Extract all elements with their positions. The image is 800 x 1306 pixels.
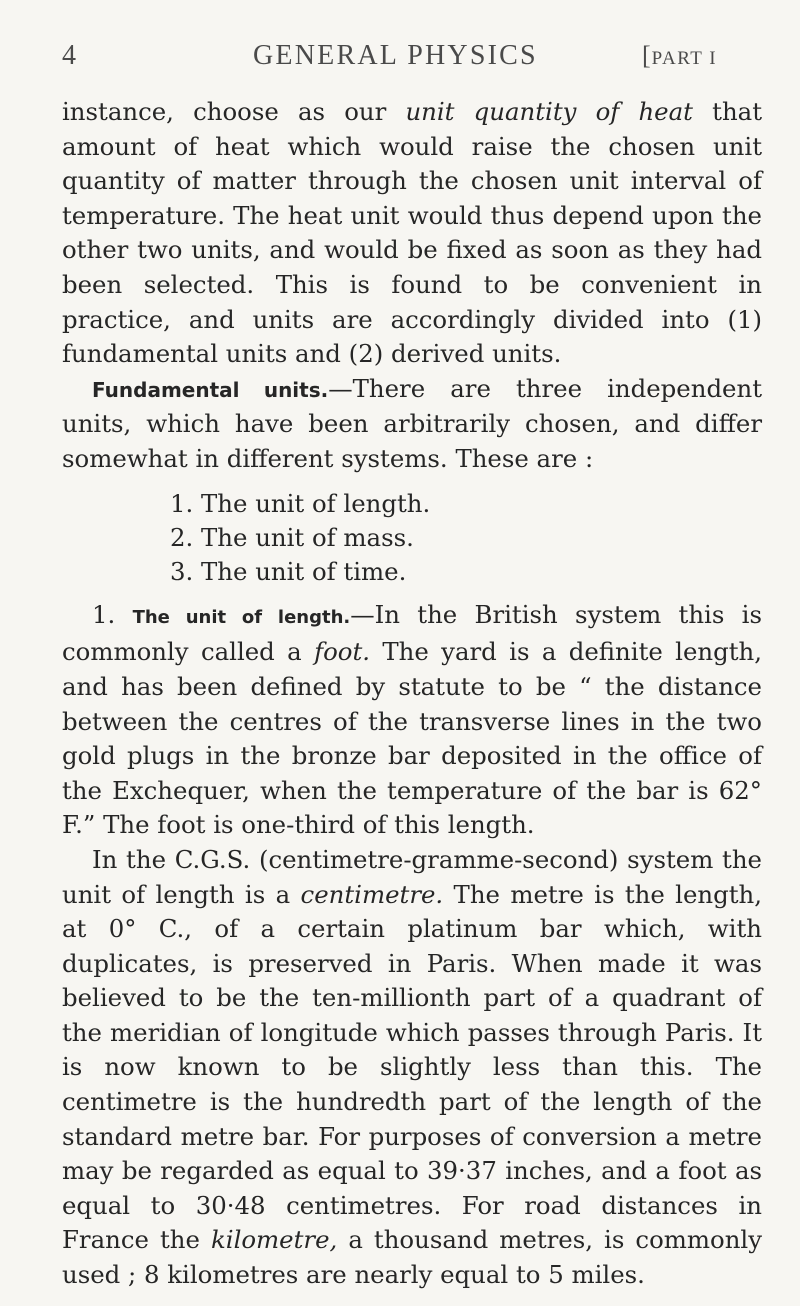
emphasis-kilometre: kilometre, [210, 1225, 338, 1255]
list-item: 1. The unit of length. [170, 488, 431, 518]
running-title: GENERAL PHYSICS [253, 40, 538, 71]
part-label-text: PART I [651, 48, 718, 69]
emphasis-centimetre: centimetre. [300, 879, 444, 909]
fundamental-units-list [62, 487, 762, 590]
part-label [642, 41, 717, 71]
section-heading-unit-of-length: The unit of length. [132, 606, 351, 628]
paragraph-unit-of-length: 1. The unit of length.—In the British system this is commonly called a foot. The yard is a definite length, and has been defined by statute to be “ the distance between the centres of the transverse lines in the two gold plugs in the bronze bar deposited in the office of the Exchequer, when the temperature of the bar is 62° F.” The foot is one-third of this length. [62, 599, 762, 840]
list-item: 3. The unit of time. [170, 557, 407, 587]
emphasis-unit-quantity-of-heat: unit quantity of heat [405, 97, 693, 126]
emphasis-foot: foot. [314, 637, 371, 667]
paragraph-heat-unit: instance, choose as our unit quantity of heat that amount of heat which would raise the chosen unit quantity of matter through the chosen unit interval of temperature. The heat unit would thus depend upon the other two units, and would be fixed as soon as they had been selected. This is found to be convenient in practice, and units are accordingly divided into (1) fundamental units and (2) derived units. [62, 97, 763, 369]
page-number: 4 [62, 40, 76, 71]
page-header [62, 40, 792, 80]
body-text [62, 95, 762, 1293]
section-heading-fundamental-units: Fundamental units. [92, 377, 329, 402]
list-item: 2. The unit of mass. [170, 522, 414, 552]
paragraph-fundamental-units: Fundamental units.—There are three independent units, which have been arbitrarily chosen, and differ somewhat in different systems. These are : [62, 373, 762, 473]
paragraph-cgs-system: In the C.G.S. (centimetre-gramme-second) system the unit of length is a centimetre. The metre is the length, at 0° C., of a certain platinum bar which, with duplicates, is preserved in Paris. When made it was believed to be the ten-millionth part of a quadrant of the meridian of longitude which passes through Paris. It is now known to be slightly less than this. The centimetre is the hundredth part of the length of the standard metre bar. For purposes of conversion a metre may be regarded as equal to 39·37 inches, and a foot as equal to 30·48 centimetres. For road distances in France the kilometre, a thousand metres, is commonly used ; 8 kilometres are nearly equal to 5 miles. [62, 844, 762, 1290]
part-bracket: [ [642, 41, 652, 70]
